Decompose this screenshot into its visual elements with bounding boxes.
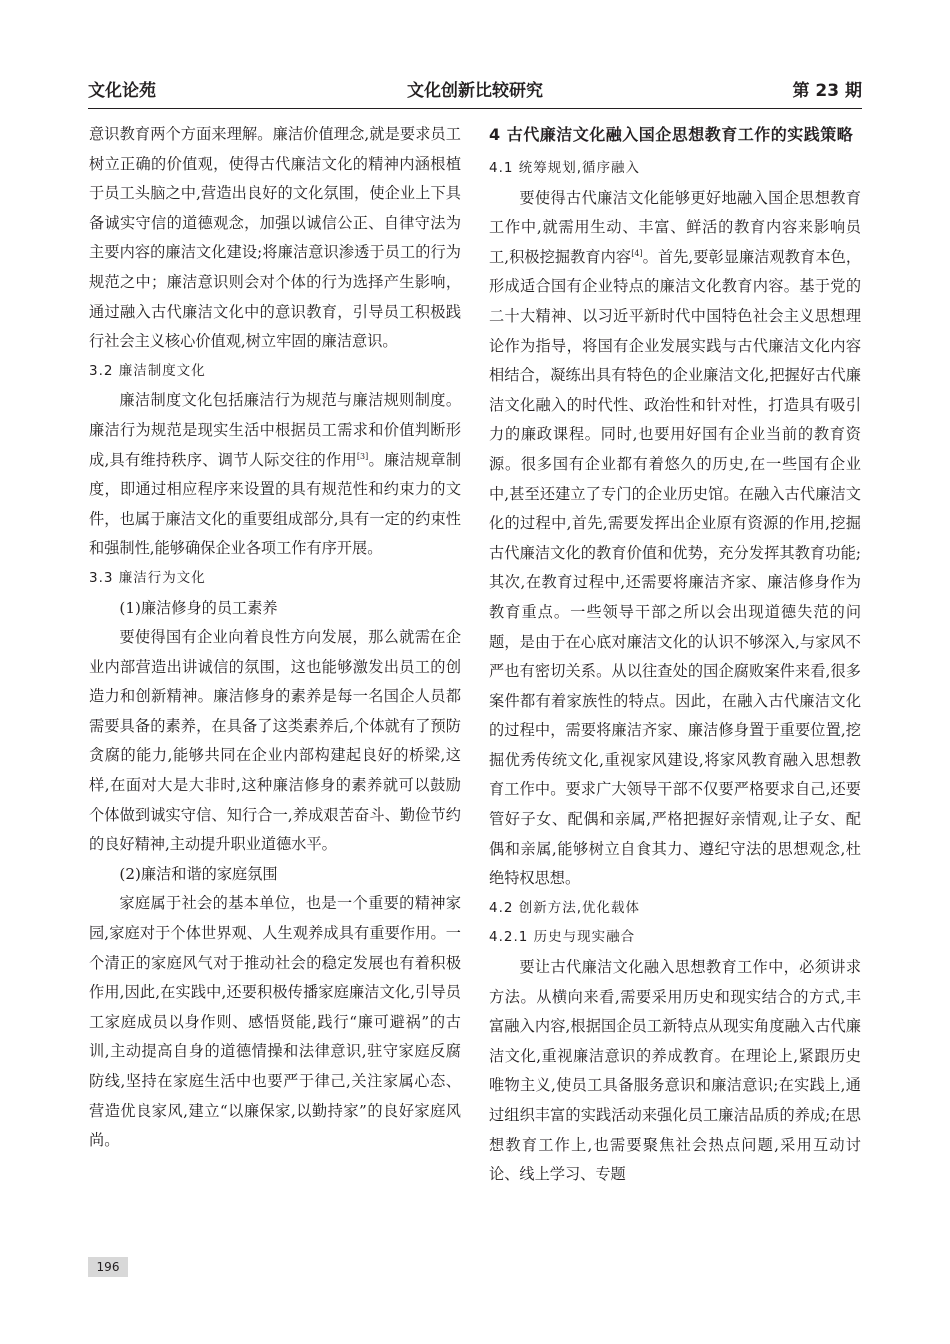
list-item-heading: (2)廉洁和谐的家庭氛围	[119, 864, 278, 883]
subsection-heading: 3.2 廉洁制度文化	[89, 362, 206, 379]
paragraph-text: 要使得古代廉洁文化能够更好地融入国企思想教育工作中,就需用生动、丰富、鲜活的教育内容来影响员工,积极挖掘教育内容	[489, 188, 861, 266]
paragraph: 要让古代廉洁文化融入思想教育工作中，必须讲求方法。从横向来看,需要采用历史和现实结合的方式,丰富融入内容,根据国企员工新特点从现实角度融入古代廉洁文化,重视廉洁意识的养成教育。在理论上,紧跟历史唯物主义,使员工具备服务意识和廉洁意识;在实践上,通过组织丰富的实践活动来强化员工廉洁品质的养成;在思想教育工作上,也需要聚焦社会热点问题,采用互动讨论、线上学习、专题	[489, 958, 861, 1184]
paragraph-text: 。廉洁规章制度，即通过相应程序来设置的具有规范性和约束力的文件，也属于廉洁文化的重要组成部分,具有一定的约束性和强制性,能够确保企业各项工作有序开展。	[89, 450, 462, 558]
paragraph	[89, 386, 461, 564]
citation: [3]	[356, 451, 369, 461]
paragraph: 意识教育两个方面来理解。廉洁价值理念,就是要求员工树立正确的价值观，使得古代廉洁文化的精神内涵根植于员工头脑之中,营造出良好的文化氛围，使企业上下具备诚实守信的道德观念，加强以诚信公正、自律守法为主要内容的廉洁文化建设;将廉洁意识渗透于员工的行为规范之中；廉洁意识则会对个体的行为选择产生影响，通过融入古代廉洁文化中的意识教育，引导员工积极践行社会主义核心价值观,树立牢固的廉洁意识。	[89, 125, 461, 351]
subsection-heading: 4.1 统筹规划,循序融入	[489, 160, 641, 176]
header-rule	[88, 108, 862, 109]
paragraph: 家庭属于社会的基本单位，也是一个重要的精神家园,家庭对于个体世界观、人生观养成具有重要作用。一个清正的家庭风气对于推动社会的稳定发展也有着积极作用,因此,在实践中,还要积极传播家庭廉洁文化,引导员工家庭成员以身作则、感悟贤能,践行“廉可避祸”的古训,主动提高自身的道德情操和法律意识,驻守家庭反腐防线,坚持在家庭生活中也要严于律己,关注家属心态、营造优良家风,建立“以廉保家,以勤持家”的良好家庭风尚。	[89, 894, 461, 1150]
subsubsection-heading: 4.2.1 历史与现实融合	[489, 929, 636, 946]
citation: [4]	[631, 248, 643, 258]
list-item-heading: (1)廉洁修身的员工素养	[119, 598, 278, 617]
paragraph	[489, 184, 861, 894]
paragraph-text: 。首先,要彰显廉洁观教育本色，形成适合国有企业特点的廉洁文化教育内容。基于党的二十大精神、以习近平新时代中国特色社会主义思想理论作为指导，将国有企业发展实践与古代廉洁文化内容相结合，凝练出具有特色的企业廉洁文化,把握好古代廉洁文化融入的时代性、政治性和针对性，打造具有吸引力的廉政课程。同时,也要用好国有企业当前的教育资源。很多国有企业都有着悠久的历史,在一些国有企业中,甚至还建立了专门的企业历史馆。在融入古代廉洁文化的过程中,首先,需要发挥出企业原有资源的作用,挖掘古代廉洁文化的教育价值和优势，充分发挥其教育功能;其次,在教育过程中,还需要将廉洁齐家、廉洁修身作为教育重点。一些领导干部之所以会出现道德失范的问题，是由于在心底对廉洁文化的认识不够深入,与家风不严也有密切关系。从以往查处的国企腐败案件来看,很多案件都有着家族性的特点。因此，在融入古代廉洁文化的过程中，需要将廉洁齐家、廉洁修身置于重要位置,挖掘优秀传统文化,重视家风建设,将家风教育融入思想教育工作中。要求广大领导干部不仅要严格要求自己,还要管好子女、配偶和亲属,严格把握好亲情观,让子女、配偶和亲属,能够树立自食其力、遵纪守法的思想观念,杜绝特权思想。	[489, 247, 862, 888]
subsection-heading: 4.2 创新方法,优化载体	[489, 899, 641, 916]
journal-title: 文化创新比较研究	[407, 81, 543, 101]
paragraph-text: 廉洁制度文化包括廉洁行为规范与廉洁规则制度。廉洁行为规范是现实生活中根据员工需求和价值判断形成,具有维持秩序、调节人际交往的作用	[89, 391, 461, 469]
paragraph: 要使得国有企业向着良性方向发展，那么就需在企业内部营造出讲诚信的氛围，这也能够激发出员工的创造力和创新精神。廉洁修身的素养是每一名国企人员都需要具备的素养，在具备了这类素养后,个体就有了预防贪腐的能力,能够共同在企业内部构建起良好的桥梁,这样,在面对大是大非时,这种廉洁修身的素养就可以鼓励个体做到诚实守信、知行合一,养成艰苦奋斗、勤俭节约的良好精神,主动提升职业道德水平。	[89, 628, 461, 854]
issue-number: 第 23 期	[792, 81, 862, 101]
left-column	[89, 120, 461, 1156]
running-header	[88, 76, 862, 106]
page-number: 196	[88, 1257, 128, 1277]
right-column	[489, 120, 861, 1190]
section-name: 文化论苑	[88, 81, 156, 101]
section-heading: 4 古代廉洁文化融入国企思想教育工作的实践策略	[489, 125, 854, 144]
subsection-heading: 3.3 廉洁行为文化	[89, 569, 206, 586]
